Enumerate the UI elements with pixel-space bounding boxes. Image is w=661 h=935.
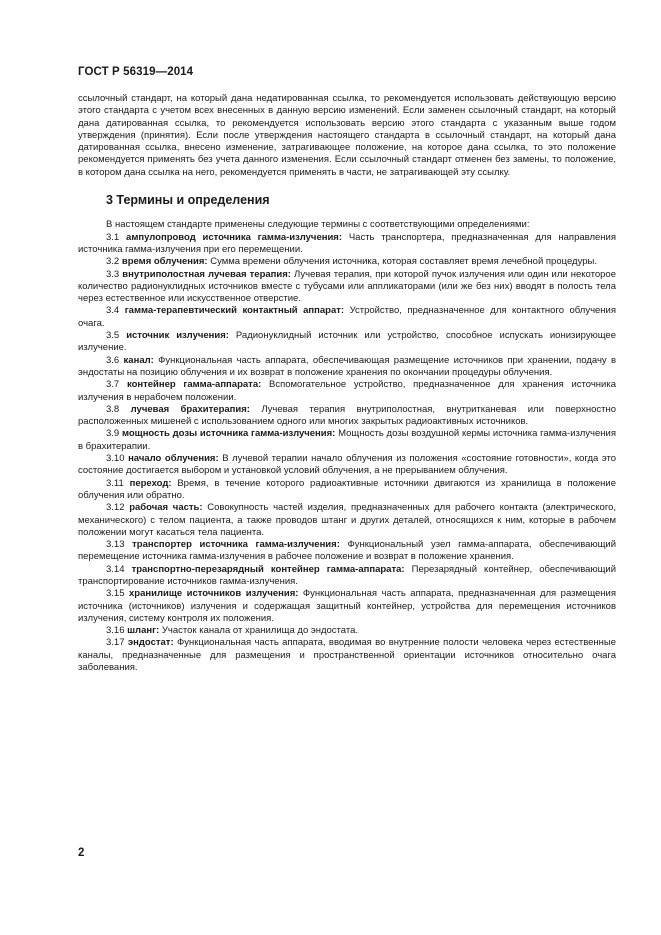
definition-term: переход: [129, 477, 172, 489]
definition-number: 3.2 [106, 256, 120, 268]
definition-item [78, 637, 616, 674]
definition-item [78, 232, 616, 257]
definition-item [78, 330, 616, 355]
definition-term: канал: [123, 354, 154, 366]
definition-number: 3.14 [106, 563, 125, 575]
definition-item [78, 305, 616, 330]
definition-item [78, 564, 616, 589]
definition-number: 3.8 [106, 403, 120, 415]
definition-text: Радионуклидный источник или устройство, способное испускать ионизирующее излучение. [78, 330, 616, 354]
definition-text: Функциональная часть аппарата, вводимая во внутренние полости человека через естественные каналы, предназначенные для размещения и пространственной ориентации источников относительно очага заболевания. [78, 637, 617, 674]
definitions-list [78, 232, 616, 675]
definition-text: Функциональная часть аппарата, предназначенная для размещения источника (источников) излучения и содержащая защитный контейнер, устройства для перемещения источников излучения, систему контроля их положения. [78, 588, 617, 624]
definition-number: 3.11 [106, 477, 124, 489]
definition-term: начало облучения: [128, 453, 219, 465]
definition-item [78, 588, 616, 625]
definition-number: 3.12 [106, 502, 125, 514]
definition-term: источник излучения: [126, 330, 229, 342]
definition-term: транспортно-перезарядный контейнер гамма-аппарата: [131, 563, 405, 575]
definition-term: гамма-терапевтический контактный аппарат: [124, 305, 345, 317]
definition-term: рабочая часть: [129, 502, 203, 514]
definition-number: 3.6 [106, 354, 120, 366]
definition-text: В лучевой терапии начало облучения из положения «состояние готовности», когда это состояние достигается выбором и установкой условий облучения, а не прерыванием облучения. [78, 453, 617, 477]
definition-item [78, 453, 616, 478]
definition-number: 3.1 [106, 231, 120, 243]
definition-term: хранилище источников излучения: [129, 588, 299, 600]
definition-item [78, 539, 616, 564]
definition-number: 3.4 [106, 305, 120, 317]
definition-number: 3.16 [106, 625, 125, 637]
document-header: ГОСТ Р 56319—2014 [78, 66, 194, 78]
document-body [78, 93, 616, 674]
definition-number: 3.13 [106, 539, 125, 551]
definition-number: 3.3 [106, 268, 120, 280]
definition-item [78, 404, 616, 429]
section-title: 3 Термины и определения [106, 193, 270, 208]
definition-item [78, 478, 616, 503]
definition-text: Функциональный узел гамма-аппарата, обеспечивающий перемещение источника гамма-излучения в рабочее положение и возврат в положение хранения. [78, 539, 617, 563]
definition-item [78, 502, 616, 539]
intro-paragraph: ссылочный стандарт, на который дана недатированная ссылка, то рекомендуется использовать действующую версию этого стандарта с учетом всех внесенных в данную версию изменений. Если заменен ссылочный стандарт, на который дана датированная ссылка, то рекомендуется использовать версию этого стандарта с указанным выше годом утверждения (принятия). Если после утверждения настоящего стандарта в ссылочный стандарт, на который дана датированная ссылка, внесено изменение, затрагивающее положение, на которое дана ссылка, то это положение рекомендуется применять без учета данного изменения. Если ссылочный стандарт отменен без замены, то положение, в котором дана ссылка на него, рекомендуется применять в части, не затрагивающей эту ссылку. [78, 93, 616, 178]
definition-text: Перезарядный контейнер, обеспечивающий транспортирование источников гамма-излучения. [78, 563, 616, 587]
definition-item [78, 269, 616, 306]
definition-text: Лучевая терапия внутриполостная, внутритканевая или поверхностно расположенных мишеней с использованием одного или многих закрытых радиоактивных источников. [78, 403, 617, 428]
definition-text: Сумма времени облучения источника, которая составляет время лечебной процедуры. [210, 256, 597, 268]
definition-text: Устройство, предназначенное для контактного облучения очага. [78, 305, 617, 329]
definition-term: внутриполостная лучевая терапия: [122, 268, 291, 280]
definition-item [78, 256, 616, 268]
definition-item [78, 428, 616, 453]
definition-text: Функциональная часть аппарата, обеспечивающая размещение источников при хранении, подачу в эндостаты на позицию облучения и их возврат в положение хранения по окончании процедуры облучения. [78, 354, 617, 378]
definition-text: Время, в течение которого радиоактивные источники двигаются из хранилища в положение облучения или обратно. [78, 477, 617, 501]
definition-item [78, 355, 616, 380]
section-lead: В настоящем стандарте применены следующие термины с соответствующими определениями: [106, 219, 530, 231]
definition-number: 3.15 [106, 588, 125, 600]
definition-item [78, 625, 616, 637]
definition-term: шланг: [127, 625, 160, 637]
definition-number: 3.9 [106, 428, 120, 440]
definition-term: время облучения: [121, 256, 208, 268]
definition-text: Часть транспортера, предназначенная для направления источника гамма-излучения при его перемещении. [78, 231, 616, 255]
definition-term: мощность дозы источника гамма-излучения: [121, 428, 336, 440]
definition-number: 3.5 [106, 330, 120, 342]
definition-item [78, 379, 616, 404]
definition-term: контейнер гамма-аппарата: [126, 379, 262, 391]
definition-text: Мощность дозы воздушной кермы источника гамма-излучения в брахитерапии. [78, 428, 616, 452]
page-number: 2 [78, 847, 85, 859]
definition-number: 3.10 [106, 453, 125, 465]
definition-number: 3.17 [106, 637, 125, 649]
definition-term: лучевая брахитерапия: [130, 403, 250, 415]
definition-term: ампулопровод источника гамма-излучения: [126, 231, 343, 243]
definition-term: эндостат: [127, 637, 174, 649]
definition-term: транспортер источника гамма-излучения: [132, 539, 340, 551]
definition-text: Лучевая терапия, при которой пучок излучения или один или некоторое количество радионуклидных источников вместе с тубусами или аппликаторами (или же без них) вводят в полость тела через естественное или искусственное отверстие. [78, 268, 616, 305]
definition-number: 3.7 [106, 379, 120, 391]
definition-text: Совокупность частей изделия, предназначенных для рабочего контакта (электрического, механического) с телом пациента, а также проводов штанг и других деталей, относящихся к ним, которые в рабочем положении могут касаться тела пациента. [78, 502, 616, 538]
definition-text: Участок канала от хранилища до эндостата. [161, 625, 359, 637]
definition-text: Вспомогательное устройство, предназначенное для хранения источника излучения в нерабочем положении. [78, 379, 617, 403]
